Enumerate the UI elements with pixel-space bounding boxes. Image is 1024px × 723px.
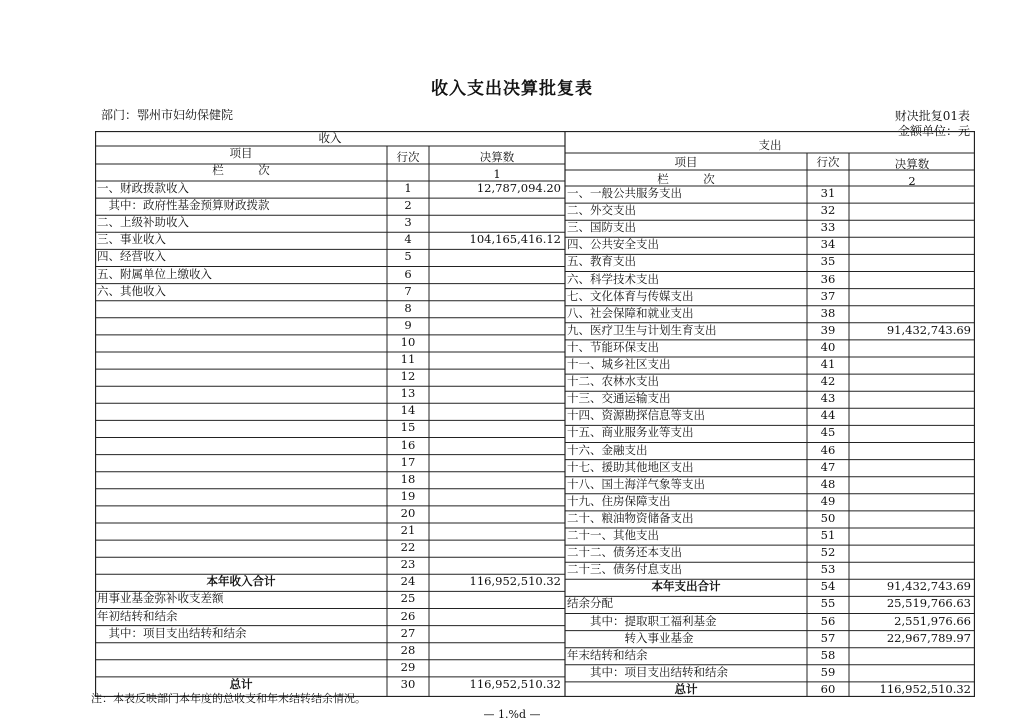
income-line-number: 7 xyxy=(404,283,412,298)
expense-line-number: 53 xyxy=(820,562,836,577)
expense-item-label: 二十一、其他支出 xyxy=(567,528,659,542)
expense-item-label: 十四、资源勘探信息等支出 xyxy=(567,408,705,423)
income-line-number: 22 xyxy=(400,540,416,555)
expense-line-number: 48 xyxy=(820,476,836,491)
expense-line-number: 44 xyxy=(820,408,836,423)
expense-item-label: 七、文化体育与传媒支出 xyxy=(567,288,694,303)
expense-line-number: 51 xyxy=(820,528,836,542)
income-line-number: 12 xyxy=(400,369,416,384)
budget-table xyxy=(95,131,975,697)
expense-amount-header: 决算数 xyxy=(894,157,930,171)
income-item-label: 其中：项目支出结转和结余 xyxy=(97,625,247,640)
income-line-number: 21 xyxy=(400,523,416,537)
expense-amount: 91,432,743.69 xyxy=(886,322,971,337)
expense-item-label: 三、国防支出 xyxy=(567,220,636,235)
income-item-label: 其中：政府性基金预算财政拨款 xyxy=(97,198,270,213)
expense-item-label: 十九、住房保障支出 xyxy=(567,493,671,508)
amount-unit: 金额单位：元 xyxy=(897,124,970,138)
income-line-number: 18 xyxy=(400,471,416,486)
expense-item-label: 二十二、债务还本支出 xyxy=(567,545,682,560)
expense-item-label: 转入事业基金 xyxy=(567,630,694,645)
income-item-label: 三、事业收入 xyxy=(97,232,166,247)
income-line-number: 11 xyxy=(400,352,416,366)
income-item-header: 项目 xyxy=(229,146,253,160)
expense-item-label: 其中：项目支出结转和结余 xyxy=(567,664,728,679)
expense-line-header: 行次 xyxy=(816,155,840,169)
expense-item-label: 十七、援助其他地区支出 xyxy=(567,459,694,474)
income-line-number: 26 xyxy=(400,608,416,623)
income-line-number: 30 xyxy=(400,676,416,691)
table-note: 注：本表反映部门本年度的总收支和年末结转结余情况。 xyxy=(91,692,366,705)
expense-item-label: 本年支出合计 xyxy=(651,579,721,594)
income-line-number: 24 xyxy=(400,574,416,589)
income-amount: 116,952,510.32 xyxy=(469,676,561,691)
expense-item-label: 总计 xyxy=(674,681,698,696)
expense-line-number: 57 xyxy=(820,630,836,645)
expense-header: 支出 xyxy=(758,138,782,152)
expense-item-label: 一、一般公共服务支出 xyxy=(567,186,682,200)
income-item-label: 本年收入合计 xyxy=(206,574,276,589)
income-item-label: 一、财政拨款收入 xyxy=(97,181,189,195)
expense-line-number: 54 xyxy=(820,579,836,594)
expense-item-label: 二十、粮油物资储备支出 xyxy=(567,510,694,525)
expense-item-label: 年末结转和结余 xyxy=(567,647,648,662)
expense-line-number: 58 xyxy=(820,647,836,662)
expense-line-number: 52 xyxy=(820,545,836,560)
income-item-label: 总计 xyxy=(229,676,253,691)
expense-line-number: 45 xyxy=(820,425,836,440)
expense-item-header: 项目 xyxy=(674,155,698,169)
expense-item-label: 十八、国土海洋气象等支出 xyxy=(567,476,705,491)
expense-item-label: 六、科学技术支出 xyxy=(567,271,659,286)
expense-amount: 116,952,510.32 xyxy=(879,681,971,696)
income-line-number: 8 xyxy=(404,300,412,315)
expense-line-number: 40 xyxy=(820,339,836,354)
expense-line-number: 38 xyxy=(820,305,836,320)
income-line-number: 3 xyxy=(404,215,412,230)
expense-item-label: 十二、农林水支出 xyxy=(567,374,659,389)
department-label: 部门：鄂州市妇幼保健院 xyxy=(101,108,234,122)
page-number: — 1.%d — xyxy=(483,708,541,721)
expense-line-number: 36 xyxy=(820,271,836,286)
income-line-number: 19 xyxy=(400,488,416,503)
income-line-number: 9 xyxy=(404,317,412,332)
income-line-number: 25 xyxy=(400,591,416,606)
expense-amount: 2,551,976.66 xyxy=(894,613,971,628)
income-line-header: 行次 xyxy=(396,150,420,164)
income-line-number: 13 xyxy=(400,386,416,401)
expense-line-number: 34 xyxy=(820,237,836,252)
income-item-label: 五、附属单位上缴收入 xyxy=(97,266,212,281)
expense-line-number: 43 xyxy=(820,391,836,406)
income-amount: 104,165,416.12 xyxy=(469,232,561,247)
expense-line-number: 46 xyxy=(820,442,836,457)
expense-item-label: 十三、交通运输支出 xyxy=(567,391,671,406)
expense-amount: 91,432,743.69 xyxy=(886,579,971,594)
income-line-number: 17 xyxy=(400,454,416,469)
expense-item-label: 十六、金融支出 xyxy=(567,442,648,457)
income-item-label: 年初结转和结余 xyxy=(97,608,178,623)
income-line-number: 16 xyxy=(400,437,416,452)
income-item-label: 四、经营收入 xyxy=(97,249,166,264)
expense-item-label: 十、节能环保支出 xyxy=(567,339,659,354)
expense-item-label: 其中：提取职工福利基金 xyxy=(567,613,717,628)
expense-line-number: 33 xyxy=(820,220,836,235)
income-line-number: 14 xyxy=(400,403,416,418)
income-line-number: 2 xyxy=(404,198,412,213)
expense-item-label: 二、外交支出 xyxy=(567,203,636,218)
expense-line-number: 42 xyxy=(820,374,836,389)
income-amount: 116,952,510.32 xyxy=(469,574,561,589)
expense-line-number: 49 xyxy=(820,493,836,508)
income-line-number: 29 xyxy=(400,659,416,674)
expense-line-number: 59 xyxy=(820,664,836,679)
income-line-number: 28 xyxy=(400,642,416,657)
income-line-number: 10 xyxy=(400,334,416,349)
income-item-label: 用事业基金弥补收支差额 xyxy=(97,591,224,606)
expense-amount: 22,967,789.97 xyxy=(886,630,971,645)
expense-line-number: 55 xyxy=(820,596,836,611)
expense-line-number: 39 xyxy=(820,322,836,337)
income-line-number: 4 xyxy=(404,232,412,247)
expense-line-number: 50 xyxy=(820,510,836,525)
expense-line-number: 32 xyxy=(820,203,836,218)
expense-item-label: 二十三、债务付息支出 xyxy=(567,562,682,577)
expense-amount: 25,519,766.63 xyxy=(886,596,971,611)
income-amount-header: 决算数 xyxy=(479,150,515,164)
income-line-number: 23 xyxy=(400,557,416,572)
form-code: 财决批复01表 xyxy=(894,109,970,123)
expense-line-number: 37 xyxy=(820,288,836,303)
income-line-number: 1 xyxy=(404,181,412,195)
expense-line-number: 31 xyxy=(820,186,836,200)
expense-item-label: 五、教育支出 xyxy=(567,254,636,269)
expense-item-label: 四、公共安全支出 xyxy=(567,237,659,252)
expense-item-label: 结余分配 xyxy=(567,596,613,611)
expense-item-label: 十一、城乡社区支出 xyxy=(567,357,671,371)
expense-item-label: 九、医疗卫生与计划生育支出 xyxy=(567,322,717,337)
income-col-label: 栏 次 xyxy=(212,163,270,177)
expense-line-number: 41 xyxy=(820,357,836,371)
income-line-number: 5 xyxy=(404,249,412,264)
income-amount: 12,787,094.20 xyxy=(476,181,561,195)
expense-item-label: 十五、商业服务业等支出 xyxy=(567,425,694,440)
income-line-number: 27 xyxy=(400,625,416,640)
page-title: 收入支出决算批复表 xyxy=(431,79,593,99)
expense-item-label: 八、社会保障和就业支出 xyxy=(567,305,694,320)
expense-col-number: 2 xyxy=(908,174,916,188)
expense-col-label: 栏 次 xyxy=(657,172,715,186)
expense-line-number: 56 xyxy=(820,613,836,628)
income-item-label: 二、上级补助收入 xyxy=(97,215,189,230)
income-line-number: 15 xyxy=(400,420,416,435)
income-col-number: 1 xyxy=(493,167,501,181)
income-line-number: 20 xyxy=(400,505,416,520)
income-item-label: 六、其他收入 xyxy=(97,283,166,298)
expense-line-number: 60 xyxy=(820,681,836,696)
income-header: 收入 xyxy=(318,131,342,145)
income-line-number: 6 xyxy=(404,266,412,281)
expense-line-number: 35 xyxy=(820,254,836,269)
expense-line-number: 47 xyxy=(820,459,836,474)
